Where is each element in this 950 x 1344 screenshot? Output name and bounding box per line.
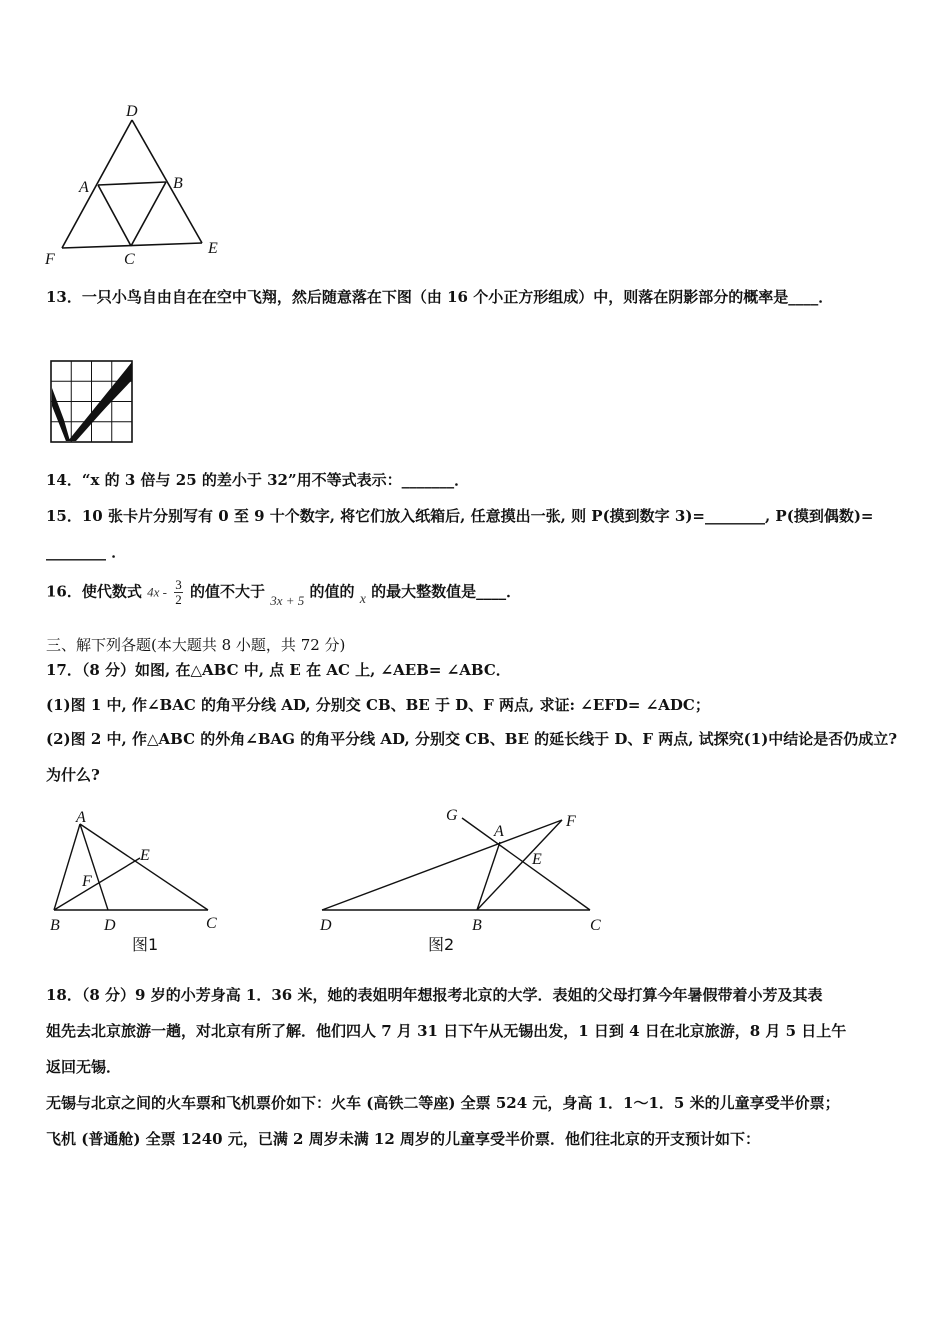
q16-fraction (174, 578, 183, 607)
question-13: 13．一只小鸟自由自在在空中飞翔，然后随意落在下图（由 16 个小正方形组成）中，则落在阴影部分的概率是____． (46, 288, 834, 306)
question-18-line3: 返回无锡． (46, 1058, 122, 1076)
fig2-label-F: F (566, 813, 576, 830)
figure-1 (44, 806, 244, 958)
question-16 (46, 578, 521, 607)
label-A: A (79, 179, 89, 196)
question-18-line1: 18．（8 分）9 岁的小芳身高 1．36 米，她的表姐明年想报考北京的大学．表姐的父母打算今年暑假带着小芳及其表 (46, 986, 823, 1004)
q16-middle2: 的值的 (309, 582, 355, 601)
label-E: E (208, 240, 218, 257)
shaded-grid-figure (50, 360, 134, 444)
fig2-caption: 图2 (428, 935, 455, 954)
fig2-label-C: C (590, 917, 601, 934)
question-18-line2: 姐先去北京旅游一趟，对北京有所了解．他们四人 7 月 31 日下午从无锡出发，1 日到 4 日在北京旅游，8 月 5 日上午 (46, 1022, 847, 1040)
question-15-line1: 15．10 张卡片分别写有 0 至 9 十个数字, 将它们放入纸箱后, 任意摸出一张, 则 P(摸到数字 3)=________, P(摸到偶数)= (46, 507, 874, 525)
q16-expr2: 3x + 5 (270, 592, 305, 608)
question-17-line3: (2)图 2 中, 作△ABC 的外角∠BAG 的角平分线 AD, 分别交 CB、BE 的延长线于 D、F 两点, 试探究(1)中结论是否仍成立? (46, 730, 898, 748)
q16-suffix: 的最大整数值是____． (371, 582, 522, 601)
question-17-line1: 17．（8 分）如图, 在△ABC 中, 点 E 在 AC 上, ∠AEB= ∠ABC． (46, 661, 511, 679)
question-17-line4: 为什么? (46, 766, 100, 784)
triangle-figure-top (40, 98, 240, 273)
fig1-label-E: E (140, 847, 150, 864)
fig2-label-A: A (494, 823, 504, 840)
question-18-line4: 无锡与北京之间的火车票和飞机票价如下：火车 (高铁二等座) 全票 524 元，身高 1．1～1．5 米的儿童享受半价票； (46, 1094, 840, 1112)
fig2-label-G: G (446, 807, 458, 824)
question-14: 14．“x 的 3 倍与 25 的差小于 32”用不等式表示：_______． (46, 471, 470, 489)
fig1-label-B: B (50, 917, 60, 934)
q16-prefix: 16．使代数式 (46, 582, 142, 601)
label-D: D (126, 103, 138, 120)
label-B: B (173, 175, 183, 192)
fig1-label-D: D (104, 917, 116, 934)
q16-fraction-num: 3 (175, 577, 182, 592)
q16-var: x (359, 591, 366, 607)
q16-fraction-den: 2 (175, 592, 182, 607)
fig2-label-D: D (320, 917, 332, 934)
question-17-line2: (1)图 1 中, 作∠BAC 的角平分线 AD, 分别交 CB、BE 于 D、F 两点, 求证: ∠EFD= ∠ADC； (46, 696, 710, 714)
fig1-label-A: A (76, 809, 86, 826)
q16-expr1-lead: 4x - (147, 584, 167, 600)
fig1-label-C: C (206, 915, 217, 932)
question-15-line2: ________ ． (46, 543, 127, 561)
q16-middle: 的值不大于 (189, 582, 265, 601)
fig1-label-F: F (82, 873, 92, 890)
question-18-line5: 飞机 (普通舱) 全票 1240 元，已满 2 周岁未满 12 周岁的儿童享受半价票．他们往北京的开支预计如下： (46, 1130, 761, 1148)
label-F: F (45, 251, 55, 268)
label-C: C (124, 251, 135, 268)
figure-2 (312, 800, 612, 960)
section-3-title: 三、解下列各题(本大题共 8 小题，共 72 分) (46, 636, 346, 654)
fig2-label-B: B (472, 917, 482, 934)
fig2-label-E: E (532, 851, 542, 868)
fig1-caption: 图1 (132, 935, 159, 954)
